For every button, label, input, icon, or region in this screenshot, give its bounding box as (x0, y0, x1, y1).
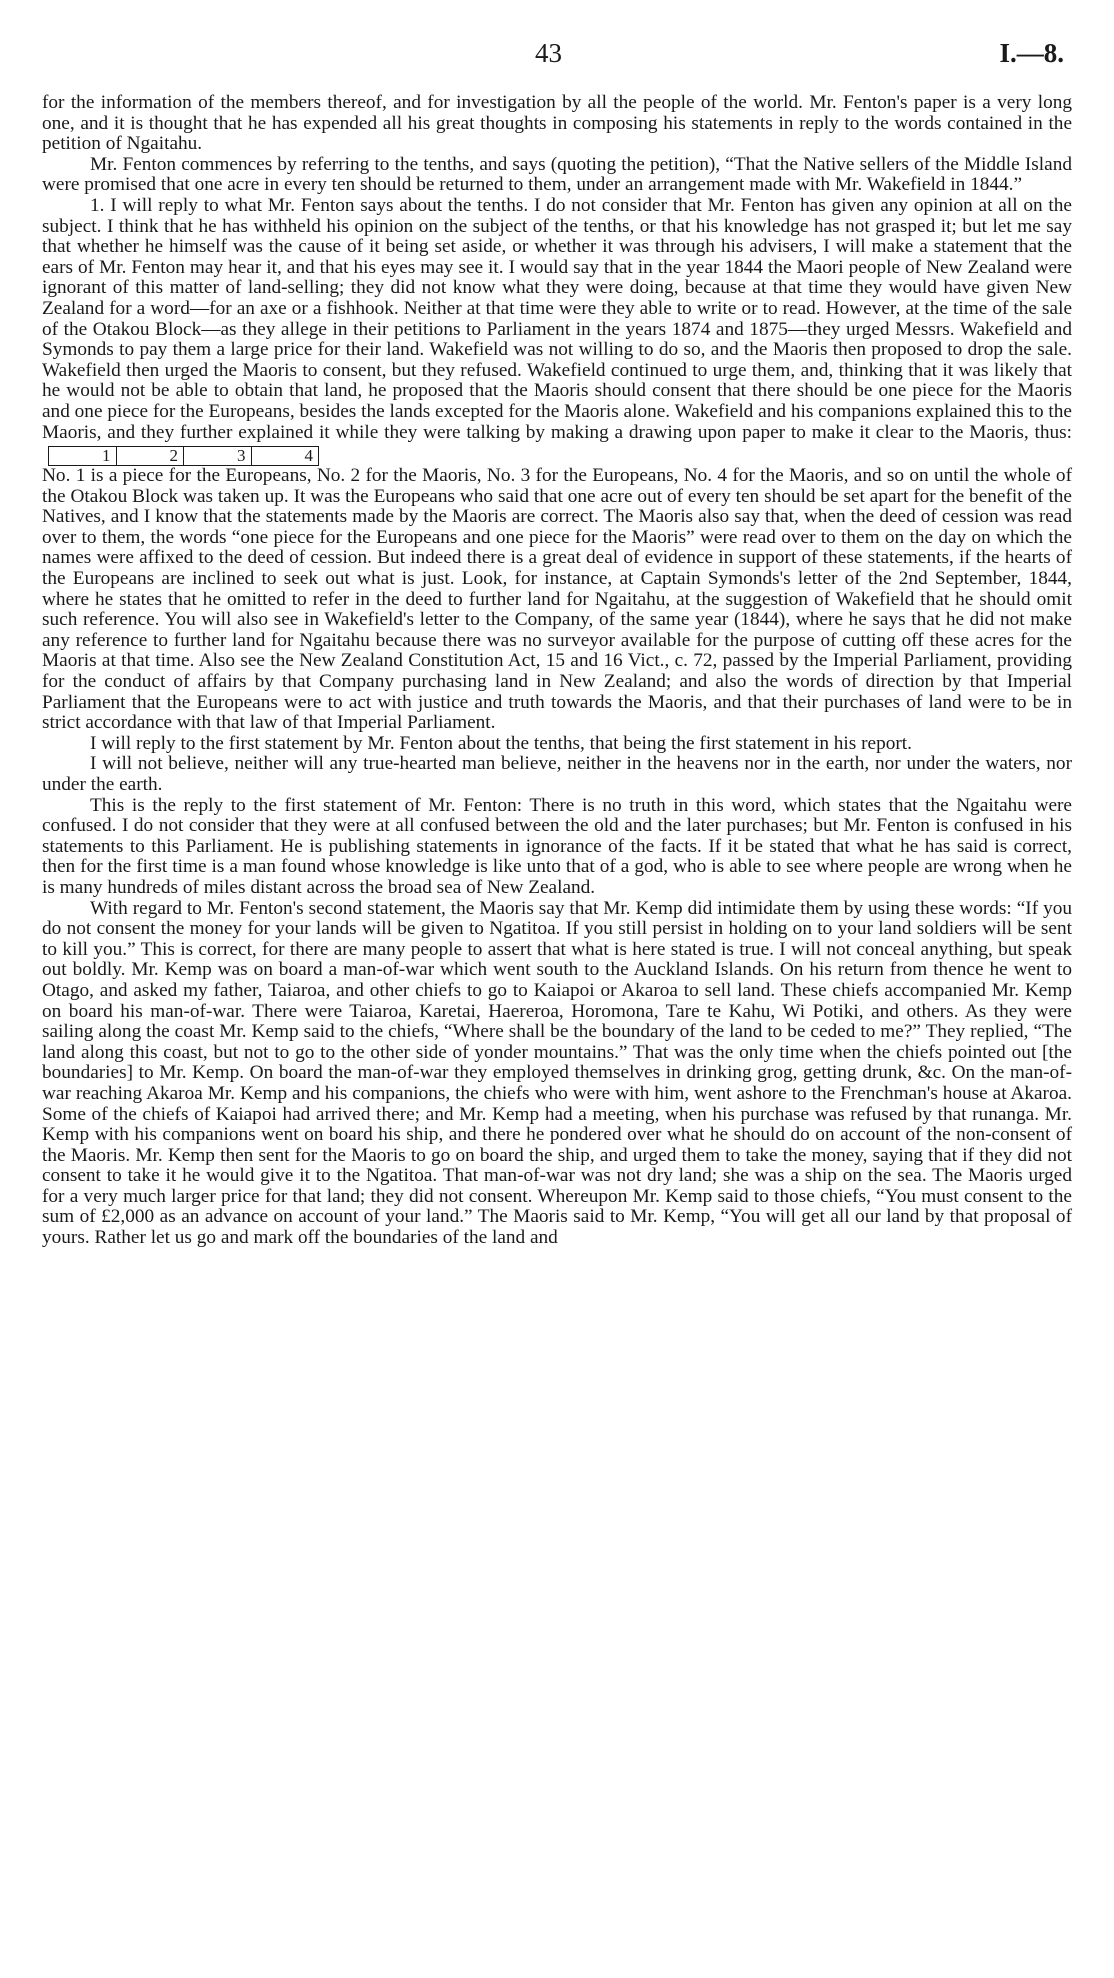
diagram-cell: 4 (251, 447, 319, 465)
body-text (42, 93, 1072, 1249)
diagram-cell: 1 (102, 446, 111, 466)
document-reference: I.—8. (999, 38, 1064, 68)
paragraph: No. 1 is a piece for the Europeans, No. 2 for the Maoris, No. 3 for the Europeans, No. 4 for the Maoris, and so on until the whole of the Otakou Block was taken up. It was the Europeans who said that one acre out of every ten should be set apart for the benefit of the Natives, and I know that the statements made by the Maoris are correct. The Maoris also say that, when the deed of cession was read over to them, the words “one piece for the Europeans and one piece for the Maoris” were read over to them on the day on which the names were affixed to the deed of cession. But indeed there is a great deal of evidence in support of these statements, if the hearts of the Europeans are inclined to seek out what is just. Look, for instance, at Captain Symonds's letter of the 2nd September, 1844, where he states that he omitted to refer in the deed to further land for Ngaitahu, at the suggestion of Wakefield that he should omit such reference. You will also see in Wakefield's letter to the Company, of the same year (1844), where he says that he did not make any reference to further land for Ngaitahu because there was no surveyor available for the purpose of cutting off these acres for the Maoris at that time. Also see the New Zealand Constitution Act, 15 and 16 Vict., c. 72, passed by the Imperial Parliament, providing for the conduct of affairs by that Company purchasing land in New Zealand; and also the words of direction by that Imperial Parliament that the Europeans were to act with justice and truth towards the Maoris, and that their purchases of land were to be in strict accordance with that law of that Imperial Parliament. (42, 465, 1072, 734)
paragraph: I will not believe, neither will any true-hearted man believe, neither in the heavens nor in the earth, nor under the waters, nor under the earth. (42, 753, 1072, 795)
paragraph-text: 1. I will reply to what Mr. Fenton says about the tenths. I do not consider that Mr. Fenton has given any opinion at all on the subject. I think that he has withheld his opinion on the subject of the tenths, or that his knowledge has not grasped it; but let me say that whether he himself was the cause of it being set aside, or whether it was through his advisers, I will make a statement that the ears of Mr. Fenton may hear it, and that his eyes may see it. I would say that in the year 1844 the Maori people of New Zealand were ignorant of this matter of land-selling; they did not know what they were doing, because at that time they would have given New Zealand for a word—for an axe or a fishhook. Neither at that time were they able to write or to read. However, at the time of the sale of the Otakou Block—as they allege in their petitions to Parliament in the years 1874 and 1875—they urged Messrs. Wakefield and Symonds to pay them a large price for their land. Wakefield was not willing to do so, and the Maoris then proposed to drop the sale. Wakefield then urged the Maoris to consent, but they refused. Wakefield continued to urge them, and, thinking that it was likely that he would not be able to obtain that land, he proposed that the Maoris should consent that there should be one piece for the Maoris and one piece for the Europeans, besides the lands excepted for the Maoris alone. Wakefield and his companions explained this to the Maoris, and they further explained it while they were talking by making a drawing upon paper to make it clear to the Maoris, thus: (42, 194, 1072, 443)
paragraph: With regard to Mr. Fenton's second statement, the Maoris say that Mr. Kemp did intimidate them by using these words: “If you do not consent the money for your lands will be given to Ngatitoa. If you still persist in holding on to your land soldiers will be sent to kill you.” This is correct, for there are many people to assert that what is here stated is true. I will not conceal anything, but speak out boldly. Mr. Kemp was on board a man-of-war which went south to the Auckland Islands. On his return from thence he went to Otago, and asked my father, Taiaroa, and other chiefs to go to Kaiapoi or Akaroa to sell land. These chiefs accompanied Mr. Kemp on board his man-of-war. There were Taiaroa, Karetai, Haereroa, Horomona, Tare te Kahu, Wi Potiki, and others. As they were sailing along the coast Mr. Kemp said to the chiefs, “Where shall be the boundary of the land to be ceded to me?” They replied, “The land along this coast, but not to go to the other side of yonder mountains.” That was the only time when the chiefs pointed out [the boundaries] to Mr. Kemp. On board the man-of-war they employed themselves in drinking grog, getting drunk, &c. On the man-of-war reaching Akaroa Mr. Kemp and his companions, the chiefs who were with him, went ashore to the Frenchman's house at Akaroa. Some of the chiefs of Kaiapoi had arrived there; and Mr. Kemp had a meeting, when his purchase was refused by that runanga. Mr. Kemp with his companions went on board his ship, and there he pondered over what he should do on account of the non-consent of the Maoris. Mr. Kemp then sent for the Maoris to go on board the ship, and urged them to take the money, saying that if they did not consent to take it he would give it to the Ngatitoa. That man-of-war was not dry land; she was a ship on the sea. The Maoris urged for a very much larger price for that land; they did not consent. Whereupon Mr. Kemp said to those chiefs, “You must consent to the sum of £2,000 as an advance on account of your land.” The Maoris said to Mr. Kemp, “You will get all our land by that proposal of yours. Rather let us go and mark off the boundaries of the land and (42, 897, 1072, 1249)
paragraph: Mr. Fenton commences by referring to the tenths, and says (quoting the petition), “That the Native sellers of the Middle Island were promised that one acre in every ten should be returned to them, under an arrangement made with Mr. Wakefield in 1844.” (42, 153, 1072, 196)
land-division-diagram (48, 446, 319, 466)
paragraph: This is the reply to the first statement of Mr. Fenton: There is no truth in this word, which states that the Ngaitahu were confused. I do not consider that they were at all confused between the old and the later purchases; but Mr. Fenton is confused in his statements to this Parliament. He is publishing statements in ignorance of the facts. If it be stated that what he has said is correct, then for the first time is a man found whose knowledge is like unto that of a god, who is able to see where people are wrong when he is many hundreds of miles distant across the broad sea of New Zealand. (42, 794, 1072, 898)
page-number: 43 (535, 38, 562, 68)
paragraph: I will reply to the first statement by Mr. Fenton about the tenths, that being the first statement in his report. (90, 732, 912, 754)
diagram-cell: 2 (116, 447, 184, 465)
page-header (0, 38, 1114, 74)
paragraph: for the information of the members thereof, and for investigation by all the people of the world. Mr. Fenton's paper is a very long one, and it is thought that he has expended all his great thoughts in composing his statements in reply to the words contained in the petition of Ngaitahu. (42, 92, 1072, 155)
paragraph (42, 196, 1072, 466)
diagram-cell: 3 (183, 447, 251, 465)
